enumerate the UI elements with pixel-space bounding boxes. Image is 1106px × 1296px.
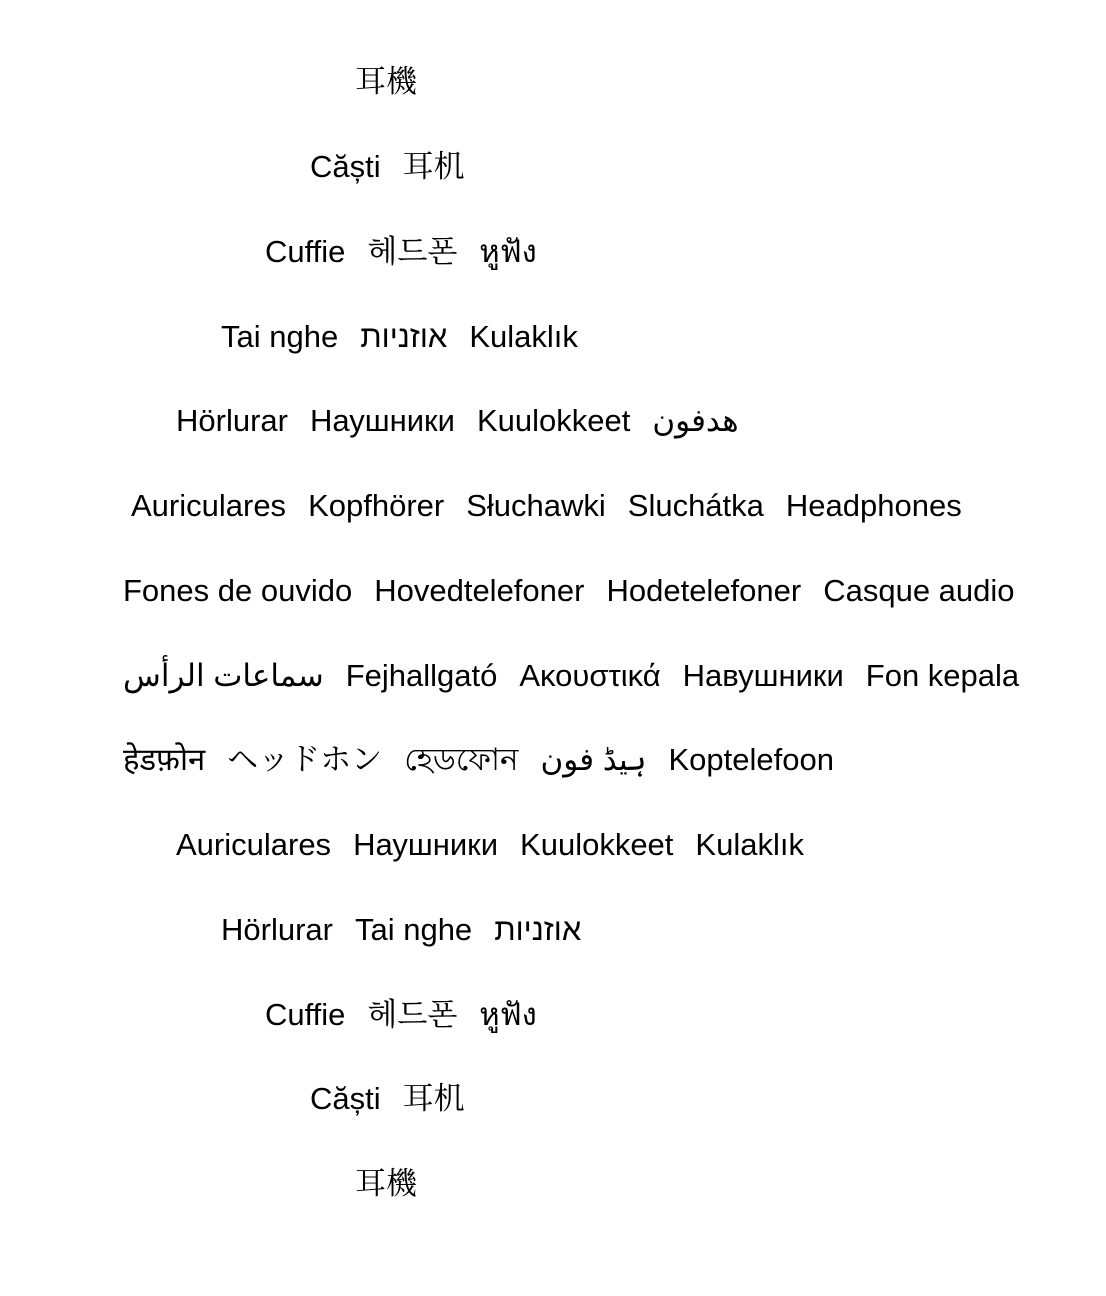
- headphones-word: אוזניות: [360, 319, 448, 354]
- headphones-word: Tai nghe: [354, 912, 473, 947]
- word-row: [131, 486, 962, 526]
- word-row: [310, 1079, 465, 1119]
- headphones-word: Наушники: [353, 827, 499, 862]
- headphones-word: Hörlurar: [221, 912, 333, 947]
- headphones-word: Słuchawki: [466, 488, 606, 523]
- headphones-word: Headphones: [785, 488, 962, 523]
- headphones-word: হেডফোন: [404, 742, 519, 777]
- headphones-word: אוזניות: [494, 912, 582, 947]
- headphones-word: Hörlurar: [176, 403, 288, 438]
- headphones-word: 耳机: [402, 149, 465, 184]
- headphones-word: हेडफ़ोन: [123, 742, 206, 777]
- word-row: [355, 62, 417, 102]
- word-row: [123, 656, 1019, 696]
- word-row: [221, 910, 581, 950]
- headphones-word: Tai nghe: [221, 319, 339, 354]
- word-row: [355, 1164, 417, 1204]
- word-row: [176, 825, 804, 865]
- word-row: [265, 995, 537, 1035]
- headphones-word: Hovedtelefoner: [374, 573, 585, 608]
- headphones-word: Kopfhörer: [308, 488, 445, 523]
- headphones-word: Auriculares: [131, 488, 287, 523]
- headphones-word: 耳機: [355, 1166, 417, 1201]
- headphones-word: Cuffie: [265, 997, 346, 1032]
- headphones-word: Kulaklık: [469, 319, 578, 354]
- headphones-word: Cuffie: [265, 234, 346, 269]
- headphones-word: Fones de ouvido: [123, 573, 353, 608]
- headphones-word: หูฟัง: [479, 997, 537, 1032]
- headphones-word: ہیڈ فون: [540, 742, 647, 777]
- headphones-word: 耳机: [402, 1081, 465, 1116]
- headphones-word: Fejhallgató: [345, 658, 498, 693]
- headphones-word: هدفون: [652, 403, 739, 438]
- headphones-word: Casque audio: [823, 573, 1015, 608]
- headphones-word: Auriculares: [176, 827, 332, 862]
- headphones-word: Навушники: [682, 658, 844, 693]
- headphones-word: Kuulokkeet: [476, 403, 631, 438]
- headphones-word: سماعات الرأس: [123, 658, 324, 693]
- headphones-word: Hodetelefoner: [606, 573, 802, 608]
- word-row: [123, 740, 834, 780]
- headphones-word: Kuulokkeet: [520, 827, 674, 862]
- word-row: [176, 401, 739, 441]
- headphones-word: 헤드폰: [367, 997, 458, 1032]
- word-row: [221, 317, 578, 357]
- headphones-word: Наушники: [309, 403, 455, 438]
- headphones-word: 耳機: [355, 64, 417, 99]
- headphones-word: Sluchátka: [627, 488, 764, 523]
- headphones-word: Fon kepala: [865, 658, 1020, 693]
- headphones-word: Kulaklık: [695, 827, 804, 862]
- headphones-word: ヘッドホン: [227, 742, 383, 777]
- headphones-word: Koptelefoon: [668, 742, 834, 777]
- word-row: [310, 147, 465, 187]
- headphones-word: Căști: [310, 149, 381, 184]
- word-row: [123, 571, 1015, 611]
- headphones-word: หูฟัง: [479, 234, 537, 269]
- headphones-word: Ακουστικά: [519, 658, 661, 693]
- headphones-word: 헤드폰: [367, 234, 458, 269]
- word-row: [265, 232, 537, 272]
- headphones-word: Căști: [310, 1081, 381, 1116]
